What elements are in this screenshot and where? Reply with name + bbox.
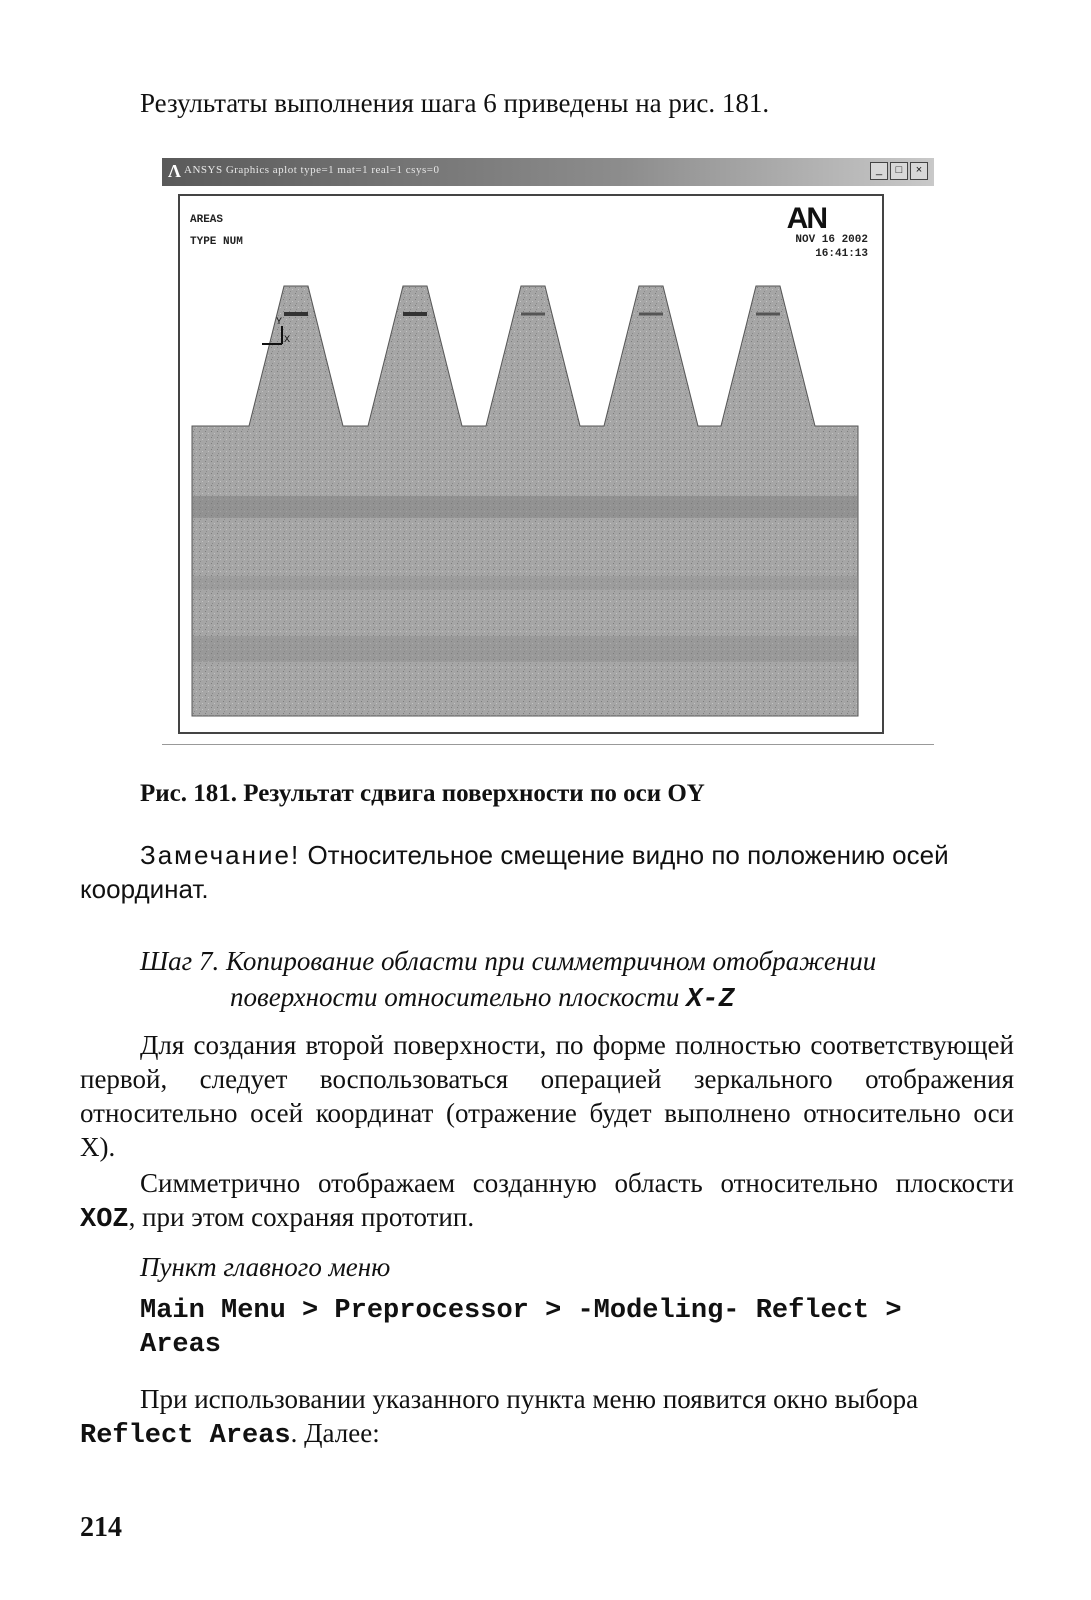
paragraph-3-after: . Далее: xyxy=(290,1418,380,1448)
x-axis-label: X xyxy=(284,335,291,346)
plot-label-areas: AREAS xyxy=(190,214,224,226)
plot-time: 16:41:13 xyxy=(815,248,868,260)
area-plot xyxy=(180,196,882,732)
shade-band xyxy=(192,496,858,518)
graphics-viewport[interactable] xyxy=(178,194,884,734)
note-label: Замечание! xyxy=(140,840,301,870)
plot-label-type: TYPE NUM xyxy=(190,236,243,248)
minimize-button[interactable]: _ xyxy=(870,162,888,180)
menu-path-line2: Areas xyxy=(140,1330,222,1360)
window-titlebar xyxy=(162,158,934,186)
step-plane: X-Z xyxy=(686,985,735,1015)
figure-caption: Рис. 181. Результат сдвига поверхности по оси OY xyxy=(140,780,705,807)
plot-date: NOV 16 2002 xyxy=(795,234,868,246)
window-buttons xyxy=(870,162,928,180)
close-button[interactable]: × xyxy=(910,162,928,180)
figure-bottom-rule xyxy=(162,744,934,745)
paragraph-2 xyxy=(80,1166,1014,1237)
ansys-window-icon: Λ xyxy=(168,161,181,181)
shade-band xyxy=(192,576,858,590)
plane-code: XOZ xyxy=(80,1205,129,1235)
paragraph-3 xyxy=(80,1382,1014,1453)
window-title: ANSYS Graphics aplot type=1 mat=1 real=1 csys=0 xyxy=(184,164,440,176)
paragraph-3-before: При использовании указанного пункта меню появится окно выбора xyxy=(140,1384,919,1414)
page-number: 214 xyxy=(80,1512,122,1543)
step-heading-text: поверхности относительно плоскости xyxy=(230,982,687,1012)
menu-label: Пункт главного меню xyxy=(140,1252,391,1282)
maximize-button[interactable]: □ xyxy=(890,162,908,180)
intro-line: Результаты выполнения шага 6 приведены на рис. 181. xyxy=(140,88,770,118)
step-heading-line2 xyxy=(230,980,735,1017)
paragraph-1: Для создания второй поверхности, по форме полностью соответствующей первой, следует воспользоваться операцией зеркального отображения относительно осей координат (отражение будет выполнено относительно оси X). xyxy=(80,1030,1014,1162)
note-text: Относительное смещение видно по положению осей координат. xyxy=(80,840,949,904)
step-heading-line1: Шаг 7. Копирование области при симметричном отображении xyxy=(140,946,877,976)
note xyxy=(80,838,1014,906)
shade-band xyxy=(192,636,858,662)
paragraph-2-before: Симметрично отображаем созданную область относительно плоскости xyxy=(140,1168,1014,1198)
dialog-name-code: Reflect Areas xyxy=(80,1421,291,1451)
ansys-figure xyxy=(162,158,934,750)
y-axis-label: Y xyxy=(276,317,283,328)
menu-path-line1: Main Menu > Preprocessor > -Modeling- Reflect > xyxy=(140,1296,902,1326)
ansys-logo: AN xyxy=(786,202,826,235)
paragraph-2-after: , при этом сохраняя прототип. xyxy=(128,1202,475,1232)
